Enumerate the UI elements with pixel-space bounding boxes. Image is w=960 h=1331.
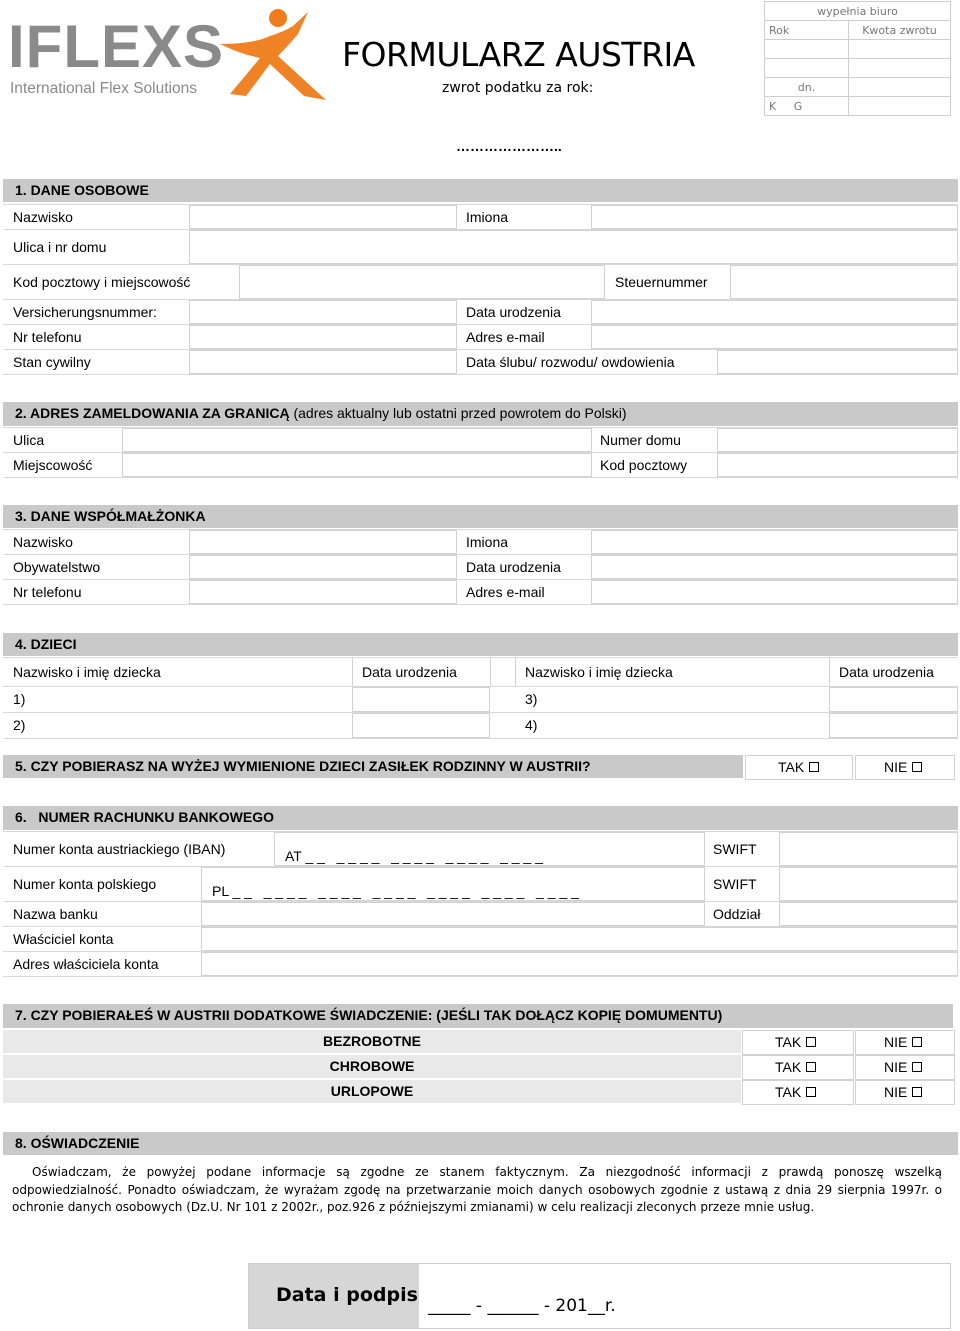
s5-nie-option[interactable] [855, 755, 955, 780]
field-nazwa-banku[interactable] [201, 902, 705, 926]
child-header-divider [352, 657, 353, 687]
office-dn: dn. [765, 78, 849, 97]
checkbox-icon[interactable] [806, 1087, 816, 1097]
office-k: K [769, 99, 777, 113]
section-8-header: 8. OŚWIADCZENIE [3, 1132, 958, 1155]
benefit-row-bezrobotne [3, 1030, 953, 1055]
field-adres-wlasciciela[interactable] [201, 952, 958, 976]
s7-tak-label: TAK [775, 1059, 802, 1075]
field-stan-cywilny[interactable] [189, 350, 457, 374]
label-child-2: 2) [13, 717, 26, 733]
label-child-1: 1) [13, 691, 26, 707]
s7-tak-option[interactable] [742, 1055, 854, 1080]
office-dn-field[interactable] [849, 78, 951, 97]
label-kod-miejscowosc: Kod pocztowy i miejscowość [13, 274, 191, 290]
iban-at-mask: AT _ _ _ _ _ _ _ _ _ _ _ _ _ _ _ _ _ _ [285, 848, 543, 864]
field-adres-email[interactable] [591, 325, 958, 349]
label-child-date-2: Data urodzenia [839, 664, 934, 680]
field-swift-pl[interactable] [779, 867, 958, 901]
year-dots: ………………….. [456, 138, 562, 154]
field-sp-tel[interactable] [189, 580, 457, 604]
label-nazwa-banku: Nazwa banku [13, 906, 98, 922]
section-4-header: 4. DZIECI [3, 633, 958, 656]
field-child-2-date[interactable] [352, 713, 490, 738]
konto-pl-mask: PL _ _ _ _ _ _ _ _ _ _ _ _ _ _ _ _ _ _ _ _ _ _ _ _ _ _ [212, 883, 579, 899]
section-6-header: 6. NUMER RACHUNKU BANKOWEGO [3, 806, 958, 830]
benefit-label: BEZROBOTNE [323, 1033, 421, 1049]
s7-tak-option[interactable] [742, 1080, 854, 1105]
child-header-divider [490, 657, 491, 687]
office-kwota: Kwota zwrotu [849, 21, 951, 40]
s5-nie-label: NIE [884, 759, 908, 775]
field-ulica-zagr[interactable] [122, 428, 592, 452]
field-iban-at[interactable] [274, 832, 705, 866]
benefit-row-urlopowe [3, 1080, 953, 1105]
section-2-header [3, 402, 958, 426]
field-sp-email[interactable] [591, 580, 958, 604]
office-kg-field[interactable] [849, 97, 951, 116]
s7-tak-label: TAK [775, 1034, 802, 1050]
s7-nie-label: NIE [884, 1084, 908, 1100]
label-sp-obywatelstwo: Obywatelstwo [13, 559, 101, 575]
logo-wordmark: IFLEXS [8, 13, 225, 80]
office-caption: wypełnia biuro [765, 2, 951, 21]
label-data-urodzenia: Data urodzenia [466, 304, 561, 320]
label-sp-nazwisko: Nazwisko [13, 534, 73, 550]
field-nr-telefonu[interactable] [189, 325, 457, 349]
section-7-header: 7. CZY POBIERAŁEŚ W AUSTRII DODATKOWE ŚWIADCZENIE: (JEŚLI TAK DOŁĄCZ KOPIĘ DOMUMENTU) [3, 1004, 953, 1028]
office-g: G [793, 99, 803, 113]
field-imiona[interactable] [591, 205, 958, 229]
field-child-4-date[interactable] [829, 713, 958, 738]
section-2-title: 2. ADRES ZAMELDOWANIA ZA GRANICĄ [15, 405, 290, 421]
s7-nie-option[interactable] [855, 1030, 955, 1055]
field-child-1-date[interactable] [352, 687, 490, 712]
section-1-header: 1. DANE OSOBOWE [3, 179, 958, 202]
office-empty-2[interactable] [849, 59, 951, 78]
label-child-4: 4) [525, 717, 538, 733]
office-kg [765, 97, 849, 116]
label-sp-email: Adres e-mail [466, 584, 545, 600]
s7-nie-option[interactable] [855, 1080, 955, 1105]
field-swift-at[interactable] [779, 832, 958, 866]
field-sp-obywatelstwo[interactable] [189, 555, 457, 579]
checkbox-icon[interactable] [809, 762, 819, 772]
declaration-text: Oświadczam, że powyżej podane informacje są zgodne ze stanem faktycznym. Za niezgodność informacji z prawdą ponoszę wszelką odpowiedzialność. Ponadto oświadczam, że wyrażam zgodę na przetwarzanie moich danych osobowych zgodnie z ustawą z dnia 29 sierpnia 1997r. o ochronie danych osobowych (Dz.U. Nr 101 z 2002r., poz.926 z późniejszymi zmianami) w celu realizacji zleconych przeze mnie usług. [12, 1165, 942, 1214]
label-swift-at: SWIFT [713, 841, 757, 857]
form-subtitle: zwrot podatku za rok: [442, 80, 594, 96]
signature-date-field[interactable]: _____ - ______ - 201__r. [428, 1296, 616, 1316]
label-imiona: Imiona [466, 209, 509, 225]
s7-nie-label: NIE [884, 1034, 908, 1050]
label-child-3: 3) [525, 691, 538, 707]
field-kod-miejscowosc[interactable] [239, 265, 605, 299]
field-nazwisko[interactable] [189, 205, 457, 229]
label-data-slubu: Data ślubu/ rozwodu/ owdowienia [466, 354, 675, 370]
s7-tak-label: TAK [775, 1084, 802, 1100]
s7-tak-option[interactable] [742, 1030, 854, 1055]
field-versicherungsnummer[interactable] [189, 300, 457, 324]
s7-nie-label: NIE [884, 1059, 908, 1075]
child-header-divider [515, 657, 516, 687]
checkbox-icon[interactable] [912, 1062, 922, 1072]
label-sp-imiona: Imiona [466, 534, 509, 550]
label-stan-cywilny: Stan cywilny [13, 354, 91, 370]
label-adres-wlasciciela: Adres właściciela konta [13, 956, 159, 972]
company-logo [8, 4, 328, 100]
office-empty-1[interactable] [765, 59, 849, 78]
office-rok: Rok [765, 21, 849, 40]
label-swift-pl: SWIFT [713, 876, 757, 892]
s5-tak-label: TAK [778, 759, 805, 775]
benefit-label: CHROBOWE [329, 1058, 415, 1074]
label-versicherungsnummer: Versicherungsnummer: [13, 304, 157, 320]
checkbox-icon[interactable] [806, 1062, 816, 1072]
field-sp-imiona[interactable] [591, 530, 958, 554]
field-data-slubu[interactable] [717, 350, 958, 374]
label-kod-pocztowy-zagr: Kod pocztowy [600, 457, 688, 473]
form-title: FORMULARZ AUSTRIA [342, 35, 695, 74]
office-rok-field[interactable] [765, 40, 849, 59]
field-miejscowosc-zagr[interactable] [122, 453, 592, 477]
field-sp-nazwisko[interactable] [189, 530, 457, 554]
label-sp-data-urodzenia: Data urodzenia [466, 559, 561, 575]
office-kwota-field[interactable] [849, 40, 951, 59]
checkbox-icon[interactable] [912, 1037, 922, 1047]
label-adres-email: Adres e-mail [466, 329, 545, 345]
section-3-header: 3. DANE WSPÓŁMAŁŻONKA [3, 505, 958, 528]
label-ulica-zagr: Ulica [13, 432, 45, 448]
field-numer-domu[interactable] [717, 428, 958, 452]
field-oddzial[interactable] [779, 902, 958, 926]
label-ulica: Ulica i nr domu [13, 239, 107, 255]
label-nr-telefonu: Nr telefonu [13, 329, 82, 345]
field-konto-pl[interactable] [201, 867, 705, 901]
section-2-note: (adres aktualny lub ostatni przed powrotem do Polski) [293, 405, 627, 421]
child-header-divider [829, 657, 830, 687]
checkbox-icon[interactable] [912, 762, 922, 772]
benefit-row-chorobowe [3, 1055, 953, 1080]
field-child-3-date[interactable] [829, 687, 958, 712]
signature-label: Data i podpis [276, 1284, 418, 1306]
label-child-name-1: Nazwisko i imię dziecka [13, 664, 161, 680]
label-child-name-2: Nazwisko i imię dziecka [525, 664, 673, 680]
field-kod-pocztowy-zagr[interactable] [717, 453, 958, 477]
field-ulica[interactable] [189, 230, 958, 264]
label-numer-domu: Numer domu [600, 432, 681, 448]
benefit-label: URLOPOWE [330, 1083, 414, 1099]
label-miejscowosc-zagr: Miejscowość [13, 457, 93, 473]
s5-tak-option[interactable] [745, 755, 853, 780]
label-wlasciciel: Właściciel konta [13, 931, 114, 947]
label-konto-pl: Numer konta polskiego [13, 876, 157, 892]
label-nazwisko: Nazwisko [13, 209, 73, 225]
logo-tagline: International Flex Solutions [10, 80, 197, 97]
label-child-date-1: Data urodzenia [362, 664, 457, 680]
field-data-urodzenia[interactable] [591, 300, 958, 324]
label-iban-at: Numer konta austriackiego (IBAN) [13, 841, 226, 857]
office-use-box [764, 1, 951, 116]
label-steuernummer: Steuernummer [615, 274, 708, 290]
checkbox-icon[interactable] [806, 1037, 816, 1047]
field-steuernummer[interactable] [730, 265, 958, 299]
label-oddzial: Oddział [713, 906, 761, 922]
s7-nie-option[interactable] [855, 1055, 955, 1080]
section-5-header: 5. CZY POBIERASZ NA WYŻEJ WYMIENIONE DZIECI ZASIŁEK RODZINNY W AUSTRII? [3, 755, 743, 778]
field-wlasciciel[interactable] [201, 927, 958, 951]
label-sp-tel: Nr telefonu [13, 584, 82, 600]
checkbox-icon[interactable] [912, 1087, 922, 1097]
field-sp-data-urodzenia[interactable] [591, 555, 958, 579]
